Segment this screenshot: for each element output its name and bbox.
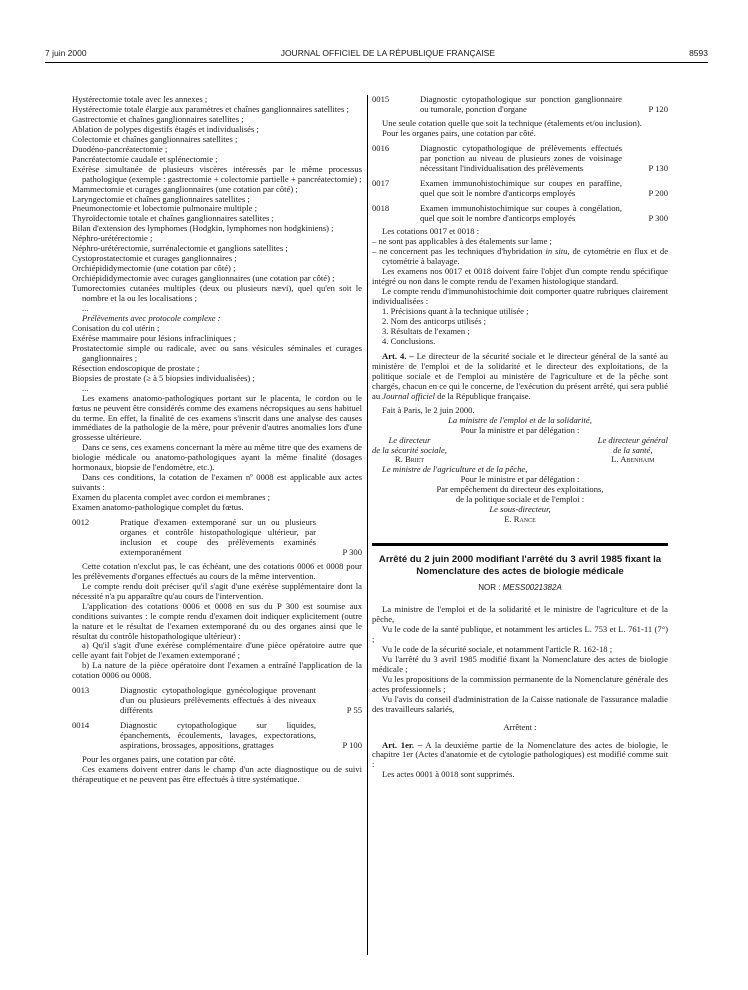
header-page-number: 8593 xyxy=(689,48,708,58)
entry-code: 0018 xyxy=(372,202,390,213)
entry-rating: P 120 xyxy=(648,103,668,114)
delegation: de la politique sociale et de l'emploi : xyxy=(455,494,585,505)
list-item: Cystoprostatectomie et curages ganglionnaires ; xyxy=(72,253,237,264)
list-item: Laryngectomie et chaînes ganglionnaires satellites ; xyxy=(72,193,250,204)
nor-reference xyxy=(372,583,668,593)
list-complex xyxy=(72,324,362,384)
entry-code: 0013 xyxy=(72,685,90,696)
list-procedures xyxy=(72,95,362,304)
header-date: 7 juin 2000 xyxy=(45,48,87,58)
paragraph: Ces examens doivent entrer dans le champ d'un acte diagnostique ou de suivi thérapeutique et ne peuvent pas être effectués à titre systématique. xyxy=(72,763,362,784)
signatory-name: E. Rance xyxy=(504,514,536,525)
nomenclature-entry xyxy=(72,518,362,558)
paragraph: La ministre de l'emploi et de la solidarité et le ministre de l'agriculture et de la pêche, xyxy=(372,604,668,625)
paragraph: Les actes 0001 à 0018 sont supprimés. xyxy=(382,769,515,780)
article-label: Art. 4. – xyxy=(382,350,414,361)
list-item: Biopsies de prostate (≥ à 5 biopsies individualisées) ; xyxy=(72,372,255,383)
list-item: Thyroïdectomie totale et chaînes ganglionnaires satellites ; xyxy=(72,213,274,224)
article-label: Art. 1er. – xyxy=(382,739,423,750)
list-item: Ablation de polypes digestifs étagés et individualisés ; xyxy=(72,123,259,134)
header-journal-title: JOURNAL OFFICIEL DE LA RÉPUBLIQUE FRANÇAISE xyxy=(280,48,495,58)
header-rule xyxy=(45,62,708,63)
delegation: Pour le ministre et par délégation : xyxy=(460,474,580,485)
nomenclature-entry xyxy=(72,721,362,751)
entry-code: 0017 xyxy=(372,177,390,188)
paragraph: Les examens anatomo-pathologiques portant sur le placenta, le cordon ou le fœtus ne peuvent être considérés comme des examens nécropsiques au sens habituel du terme. En effet, la finalité de ces examens s'inscrit dans une analyse des causes immédiates de la pathologie de la mère, pour prévenir d'autres anomalies lors d'une grossesse ultérieure. xyxy=(72,392,362,443)
nomenclature-entry xyxy=(372,204,668,224)
signature-block xyxy=(598,436,668,466)
dash-text-italic: in situ, xyxy=(545,246,570,257)
list-item: 2. Nom des anticorps utilisés ; xyxy=(382,316,487,327)
paragraph: Pour les organes pairs, une cotation par côté. xyxy=(382,127,536,138)
list-item: Gastrectomie et chaînes ganglionnaires satellites ; xyxy=(72,113,244,124)
page-header xyxy=(45,46,708,60)
paragraph: Dans ce sens, ces examens concernant la mère au même titre que des examens de biologie médicale ou anatomo-pathologiques ayant la même finalité (dosages hormonaux, biopsie de l'endomètre, etc.). xyxy=(72,442,362,473)
dash-text: de cytométrie en flux et de cytométrie à balayage. xyxy=(382,246,669,267)
entry-rating: P 300 xyxy=(342,546,362,557)
paragraph: L'application des cotations 0006 et 0008 en sus du P 300 est soumise aux conditions suivantes : le compte rendu d'examen doit indiquer explicitement (outre la nature et le résultat de l'examen extemporané du ou des organes ainsi que le résultat du contrôle histopathologique ultérieur) : xyxy=(72,600,362,641)
nomenclature-entry xyxy=(372,144,668,174)
section-rule xyxy=(372,543,668,546)
paragraph: Les examens nos 0017 et 0018 doivent faire l'objet d'un compte rendu spécifique intégré ou non dans le compte rendu de l'examen histologique standard. xyxy=(372,266,668,287)
minister-title: La ministre de l'emploi et de la solidarité, xyxy=(448,414,592,425)
signatory-title: de la santé, xyxy=(613,444,653,455)
paragraph: Les cotations 0017 et 0018 : xyxy=(382,226,480,237)
nor-label: NOR : xyxy=(478,583,503,593)
signatory-title: Le sous-directeur, xyxy=(489,504,551,515)
list-item: Orchiépididymectomie avec curages ganglionnaires (une cotation par côté) ; xyxy=(72,273,335,284)
signature-block xyxy=(372,436,447,466)
list-item: Hystérectomie totale élargie aux paramètres et chaînes ganglionnaires satellites ; xyxy=(72,103,349,114)
entry-rating: P 130 xyxy=(648,162,668,173)
entry-description: Diagnostic cytopathologique sur ponction ganglionnaire ou tumorale, ponction d'organe xyxy=(420,94,622,114)
paragraph: Vu le code de la sécurité sociale, et notamment l'article R. 162-18 ; xyxy=(382,643,613,654)
paragraph: Vu l'avis du conseil d'administration de la Caisse nationale de l'assurance maladie des travailleurs salariés, xyxy=(372,693,668,714)
article-4 xyxy=(372,352,668,402)
dash-item xyxy=(372,247,668,267)
entry-description: Diagnostic cytopathologique gynécologique provenant d'un ou plusieurs prélèvements effectués à des niveaux différents xyxy=(120,685,316,716)
paragraph: Le compte rendu doit préciser qu'il s'agit d'une exérèse supplémentaire dont la nécessité n'a pu apparaître qu'au cours de l'intervention. xyxy=(72,580,362,601)
minister-title: Le ministre de l'agriculture et de la pêche, xyxy=(382,464,528,475)
paragraph: Une seule cotation quelle que soit la technique (étalements et/ou inclusion). xyxy=(382,117,642,128)
list-item: Pneumonectomie et lobectomie pulmonaire multiple ; xyxy=(72,203,257,214)
decree-title: Arrêté du 2 juin 2000 modifiant l'arrêté du 3 avril 1985 fixant la Nomenclature des actes de biologie médicale xyxy=(378,554,662,577)
entry-description: Diagnostic cytopathologique sur liquides, épanchements, écoulements, lavages, expectorations, aspirations, brossages, appositions, grattages xyxy=(120,720,316,751)
paragraph: Pour les organes pairs, une cotation par côté. xyxy=(82,754,236,764)
nor-value: MESS0021382A xyxy=(502,583,562,593)
ellipsis: ... xyxy=(82,303,89,314)
article-text: Le directeur de la sécurité sociale et le directeur général de la santé au ministère de l'emploi et de la solidarité et le directeur des exploitations, de la politique sociale et de l'emploi au ministère de l'agriculture et de la pêche sont chargés, chacun en ce qui le concerne, de l'exécution du présent arrêté, qui sera publié au xyxy=(372,350,668,401)
entry-rating: P 55 xyxy=(346,705,362,716)
list-item: Orchiépididymectomie (une cotation par côté) ; xyxy=(72,263,236,274)
list-item: Résection endoscopique de prostate ; xyxy=(72,362,200,373)
article-text-italic: Journal officiel xyxy=(382,390,436,401)
paragraph: Vu les propositions de la commission permanente de la Nomenclature générale des actes professionnels ; xyxy=(372,673,668,694)
list-item: Duodéno-pancréatectomie ; xyxy=(72,143,168,154)
delegation: Par empêchement du directeur des exploitations, xyxy=(436,484,604,495)
signature-date: Fait à Paris, le 2 juin 2000. xyxy=(382,404,475,415)
list-item: Colectomie et chaînes ganglionnaires satellites ; xyxy=(72,133,238,144)
section-subtitle: Prélèvements avec protocole complexe : xyxy=(82,312,221,323)
rubriques-list xyxy=(372,307,668,347)
entry-description: Pratique d'examen extemporané sur un ou plusieurs organes et contrôle histopathologique ultérieur, par inclusion et coupe des prélèvements examinés extemporanément xyxy=(120,517,316,557)
article-1 xyxy=(372,741,668,771)
nomenclature-entry xyxy=(72,686,362,716)
entry-code: 0016 xyxy=(372,142,390,153)
paragraph: Cette cotation n'exclut pas, le cas échéant, une des cotations 0006 et 0008 pour les prélèvements d'organes effectués au cours de la même intervention. xyxy=(72,560,362,581)
list-item: Néphro-urétérectomie, surrénalectomie et ganglions satellites ; xyxy=(72,243,288,254)
list-item: Conisation du col utérin ; xyxy=(72,322,160,333)
signatory-title: Le directeur xyxy=(388,434,431,445)
list-item: Exérèse simultanée de plusieurs viscères intéressés par le même processus pathologique (exemple : gastrectomie + colectomie partielle + pancréatectomie) ; xyxy=(72,163,362,184)
paragraph: a) Qu'il s'agit d'une exérèse complémentaire d'une pièce opératoire autre que celle ayant fait l'objet de l'examen extemporané ; xyxy=(72,640,362,661)
signatory-name: L. Abenhaim xyxy=(611,454,655,465)
article-text: A la deuxième partie de la Nomenclature des actes de biologie, le chapitre 1er (Actes d'anatomie et de cytologie pathologiques) est modifié comme suit : xyxy=(372,739,668,770)
paragraph: Vu l'arrêté du 3 avril 1985 modifié fixant la Nomenclature des actes de biologie médicale ; xyxy=(372,653,668,674)
paragraph: Examen du placenta complet avec cordon et membranes ; xyxy=(72,492,271,503)
entry-rating: P 200 xyxy=(648,187,668,198)
ellipsis: ... xyxy=(82,382,89,393)
paragraph: Dans ces conditions, la cotation de l'examen nº 0008 est applicable aux actes suivants : xyxy=(72,472,362,493)
article-text: de la République française. xyxy=(435,390,531,401)
paragraph: b) La nature de la pièce opératoire dont l'examen a entraîné l'application de la cotation 0006 ou 0008. xyxy=(72,660,362,681)
arretent: Arrêtent : xyxy=(503,721,537,732)
left-column xyxy=(72,95,362,785)
signatory-title: de la sécurité sociale, xyxy=(372,444,447,455)
list-item: Néphro-urétérectomie ; xyxy=(72,233,153,244)
right-column xyxy=(372,95,668,780)
list-item: Bilan d'extension des lymphomes (Hodgkin, lymphomes non hodgkiniens) ; xyxy=(72,223,334,234)
list-item: Exérèse mammaire pour lésions infracliniques ; xyxy=(72,332,236,343)
column-divider xyxy=(367,95,368,955)
entry-description: Examen immunohistochimique sur coupes à congélation, quel que soit le nombre d'anticorps employés xyxy=(420,202,622,223)
nomenclature-entry xyxy=(372,179,668,199)
list-item: 1. Précisions quant à la technique utilisée ; xyxy=(382,306,529,317)
list-item: Pancréatectomie caudale et splénectomie ; xyxy=(72,153,218,164)
entry-rating: P 300 xyxy=(648,212,668,223)
list-item: Hystérectomie totale avec les annexes ; xyxy=(72,94,208,104)
entry-description: Examen immunohistochimique sur coupes en paraffine, quel que soit le nombre d'anticorps employés xyxy=(420,177,622,198)
entry-rating: P 100 xyxy=(342,740,362,751)
dash-text: – ne concernent pas les techniques d'hybridation xyxy=(372,246,546,257)
dash-item: – ne sont pas applicables à des étalements sur lame ; xyxy=(372,236,552,247)
entry-code: 0014 xyxy=(72,720,90,731)
list-item: 4. Conclusions. xyxy=(382,335,436,346)
list-item: 3. Résultats de l'examen ; xyxy=(382,326,470,337)
signatory-name: R. Briet xyxy=(394,454,425,465)
list-item: Tumorectomies cutanées multiples (deux ou plusieurs nævi), quel qu'en soit le nombre et la ou les localisations ; xyxy=(72,283,362,304)
signature-row xyxy=(372,436,668,466)
list-item: Mammectomie et curages ganglionnaires (une cotation par côté) ; xyxy=(72,183,298,194)
signatory-title: Le directeur général xyxy=(597,434,668,445)
delegation: Pour la ministre et par délégation : xyxy=(460,424,580,435)
paragraph: Examen anatomo-pathologique complet du fœtus. xyxy=(72,502,244,513)
entry-code: 0012 xyxy=(72,517,90,528)
entry-description: Diagnostic cytopathologique de prélèvements effectués par ponction au niveau de plusieurs zones de voisinage nécessitant l'individualisation des prélèvements xyxy=(420,142,622,173)
nomenclature-entry xyxy=(372,95,668,115)
entry-code: 0015 xyxy=(372,94,390,104)
paragraph: Le compte rendu d'immunohistochimie doit comporter quatre rubriques clairement individualisées : xyxy=(372,286,668,307)
list-item: Prostatectomie simple ou radicale, avec ou sans vésicules séminales et curages ganglionnaires ; xyxy=(72,342,362,363)
paragraph: Vu le code de la santé publique, et notamment les articles L. 753 et L. 761-11 (7°) ; xyxy=(372,623,668,644)
